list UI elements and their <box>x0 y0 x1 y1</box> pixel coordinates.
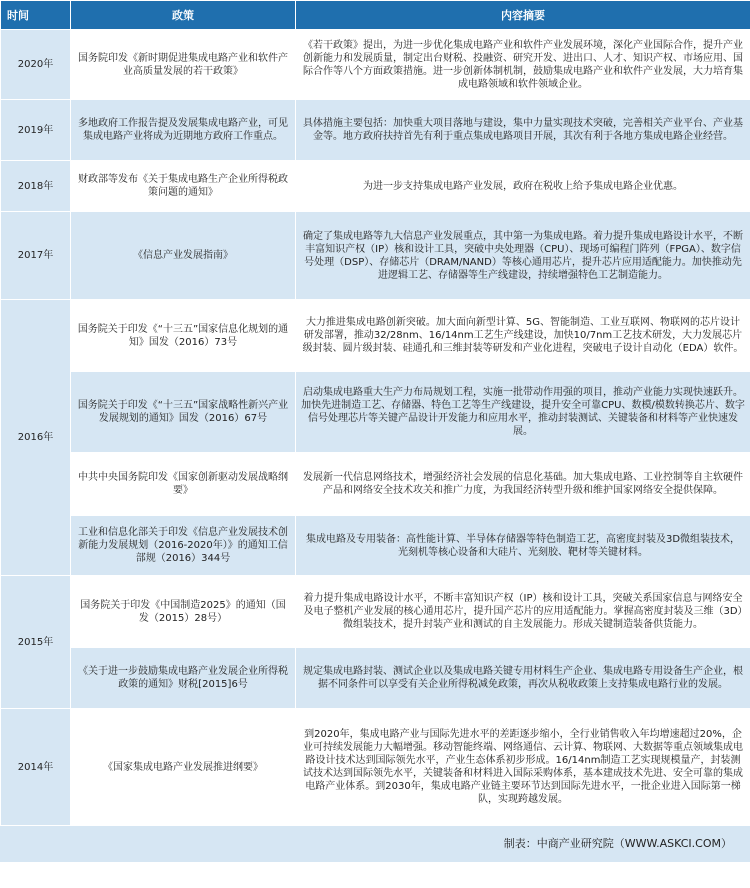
content-cell: 大力推进集成电路创新突破。加大面向新型计算、5G、智能制造、工业互联网、物联网的芯片设计研发部署，推动32/28nm、16/14nm工艺生产线建设，加快10/7nm工艺技术研发，大力发展芯片级封装、圆片级封装、硅通孔和三维封装等研发和产业化进程，突破电子设计自动化（EDA）软件。 <box>296 300 750 372</box>
year-cell: 2020年 <box>1 30 71 100</box>
policy-cell: 中共中央国务院印发《国家创新驱动发展战略纲要》 <box>71 453 296 516</box>
content-cell: 发展新一代信息网络技术，增强经济社会发展的信息化基础。加大集成电路、工业控制等自主软硬件产品和网络安全技术攻关和推广力度，为我国经济转型升级和维护国家网络安全提供保障。 <box>296 453 750 516</box>
year-cell: 2018年 <box>1 161 71 212</box>
year-cell: 2017年 <box>1 212 71 300</box>
source-footer: 制表：中商产业研究院（WWW.ASKCI.COM） <box>0 826 750 862</box>
table-row <box>1 100 750 161</box>
table-row <box>1 372 750 453</box>
year-cell: 2015年 <box>1 576 71 709</box>
policy-cell: 《信息产业发展指南》 <box>71 212 296 300</box>
content-cell: 为进一步支持集成电路产业发展，政府在税收上给予集成电路企业优惠。 <box>296 161 750 212</box>
table-header-row <box>1 1 750 30</box>
policy-cell: 国务院关于印发《“十三五”国家信息化规划的通知》国发（2016）73号 <box>71 300 296 372</box>
year-cell: 2019年 <box>1 100 71 161</box>
policy-cell: 《关于进一步鼓励集成电路产业发展企业所得税政策的通知》财税[2015]6号 <box>71 648 296 709</box>
table-row <box>1 212 750 300</box>
year-cell: 2014年 <box>1 709 71 826</box>
policy-cell: 工业和信息化部关于印发《信息产业发展技术创新能力发展规划（2016-2020年）》的通知工信部规（2016）344号 <box>71 516 296 576</box>
header-policy: 政策 <box>71 1 296 30</box>
table-row <box>1 648 750 709</box>
table-row <box>1 300 750 372</box>
policy-cell: 《国家集成电路产业发展推进纲要》 <box>71 709 296 826</box>
table-row <box>1 576 750 648</box>
content-cell: 启动集成电路重大生产力布局规划工程，实施一批带动作用强的项目，推动产业能力实现快速跃升。加快先进制造工艺、存储器、特色工艺等生产线建设，提升安全可靠CPU、数模/模数转换芯片、数字信号处理芯片等关键产品设计开发能力和应用水平，推动封装测试、关键装备和材料等产业快速发展。 <box>296 372 750 453</box>
table-row <box>1 709 750 826</box>
policy-cell: 多地政府工作报告提及发展集成电路产业，可见集成电路产业将成为近期地方政府工作重点。 <box>71 100 296 161</box>
policy-cell: 国务院印发《新时期促进集成电路产业和软件产业高质量发展的若干政策》 <box>71 30 296 100</box>
content-cell: 着力提升集成电路设计水平，不断丰富知识产权（IP）核和设计工具，突破关系国家信息与网络安全及电子整机产业发展的核心通用芯片，提升国产芯片的应用适配能力。掌握高密度封装及三维（3D）微组装技术，提升封装产业和测试的自主发展能力。形成关键制造装备供货能力。 <box>296 576 750 648</box>
table-row <box>1 30 750 100</box>
content-cell: 确定了集成电路等九大信息产业发展重点，其中第一为集成电路。着力提升集成电路设计水平，不断丰富知识产权（IP）核和设计工具，突破中央处理器（CPU）、现场可编程门阵列（FPGA）、数字信号处理（DSP）、存储芯片（DRAM/NAND）等核心通用芯片，提升芯片应用适配能力。加快推动先进逻辑工艺、存储器等生产线建设，持续增强特色工艺制造能力。 <box>296 212 750 300</box>
table-row <box>1 161 750 212</box>
header-content: 内容摘要 <box>296 1 750 30</box>
policy-cell: 国务院关于印发《中国制造2025》的通知（国发（2015）28号） <box>71 576 296 648</box>
table-row <box>1 516 750 576</box>
year-cell: 2016年 <box>1 300 71 576</box>
content-cell: 具体措施主要包括：加快重大项目落地与建设，集中力量实现技术突破，完善相关产业平台、产业基金等。地方政府扶持首先有利于重点集成电路项目开展，其次有利于各地方集成电路企业经营。 <box>296 100 750 161</box>
content-cell: 规定集成电路封装、测试企业以及集成电路关键专用材料生产企业、集成电路专用设备生产企业，根据不同条件可以享受有关企业所得税减免政策，再次从税收政策上支持集成电路行业的发展。 <box>296 648 750 709</box>
content-cell: 《若干政策》提出，为进一步优化集成电路产业和软件产业发展环境，深化产业国际合作，提升产业创新能力和发展质量，制定出台财税、投融资、研究开发、进出口、人才、知识产权、市场应用、国际合作等八个方面政策措施。进一步创新体制机制，鼓励集成电路产业和软件产业发展，大力培育集成电路领域和软件领域企业。 <box>296 30 750 100</box>
header-year: 时间 <box>1 1 71 30</box>
policy-cell: 国务院关于印发《“十三五”国家战略性新兴产业发展规划的通知》国发（2016）67号 <box>71 372 296 453</box>
content-cell: 到2020年，集成电路产业与国际先进水平的差距逐步缩小，全行业销售收入年均增速超过20%，企业可持续发展能力大幅增强。移动智能终端、网络通信、云计算、物联网、大数据等重点领域集成电路设计技术达到国际领先水平，产业生态体系初步形成。16/14nm制造工艺实现规模量产，封装测试技术达到国际领先水平，关键装备和材料进入国际采购体系，基本建成技术先进、安全可靠的集成电路产业体系。到2030年，集成电路产业链主要环节达到国际先进水平，一批企业进入国际第一梯队，实现跨越发展。 <box>296 709 750 826</box>
table-row <box>1 453 750 516</box>
content-cell: 集成电路及专用装备：高性能计算、半导体存储器等特色制造工艺，高密度封装及3D微组装技术，光刻机等核心设备和大硅片、光刻胶、靶材等关键材料。 <box>296 516 750 576</box>
policy-cell: 财政部等发布《关于集成电路生产企业所得税政策问题的通知》 <box>71 161 296 212</box>
